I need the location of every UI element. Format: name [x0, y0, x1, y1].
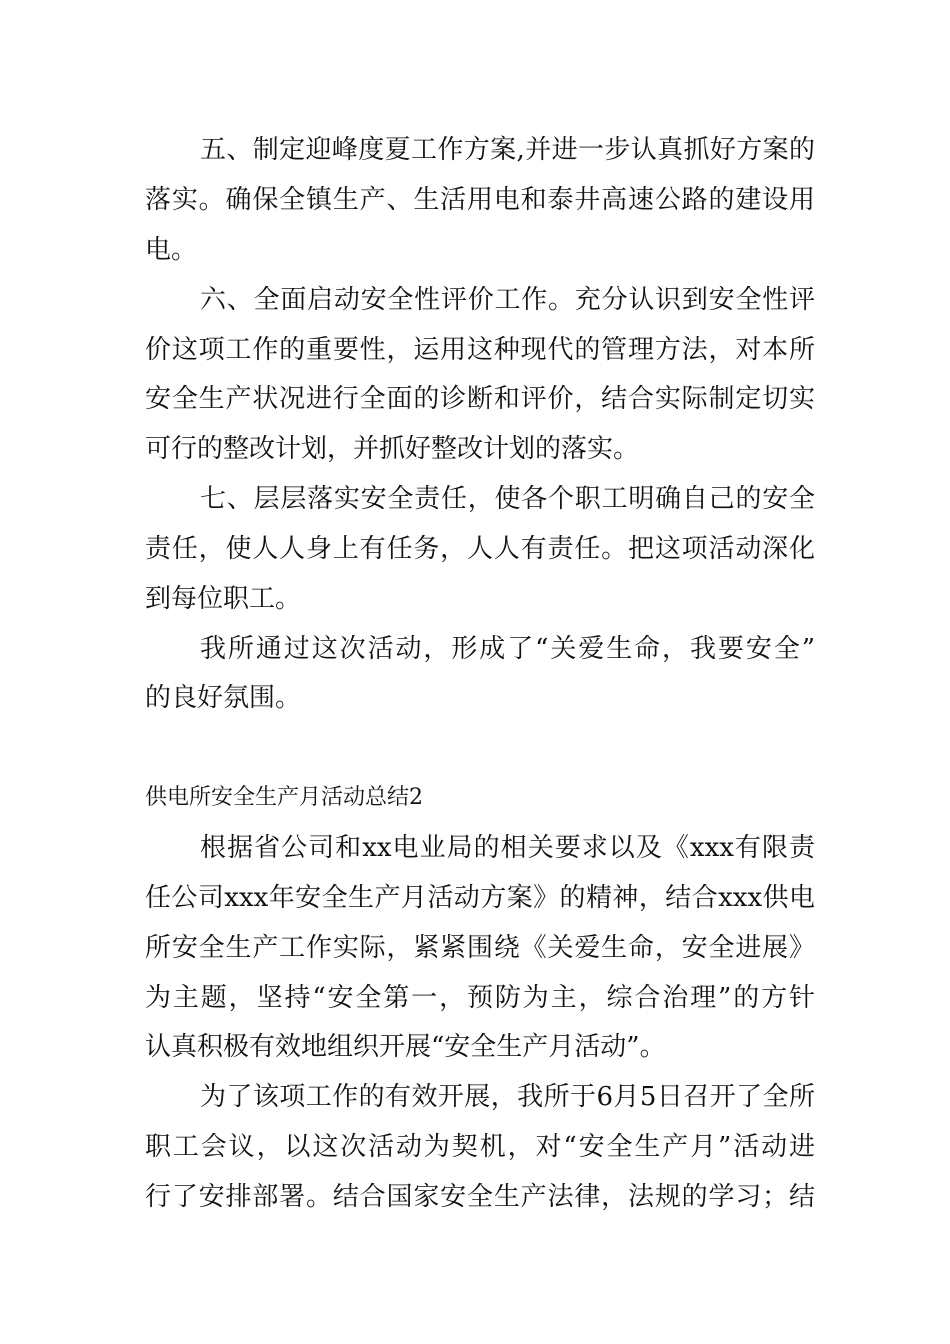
paragraph-line: 五、制定迎峰度夏工作方案,并进一步认真抓好方案的 [200, 135, 815, 165]
paragraph-line: 认真积极有效地组织开展“安全生产月活动”。 [145, 1032, 666, 1062]
paragraph-line: 任公司xxx年安全生产月活动方案》的精神，结合xxx供电 [145, 883, 815, 913]
paragraph-line: 责任，使人人身上有任务，人人有责任。把这项活动深化 [145, 534, 815, 564]
paragraph-line: 我所通过这次活动，形成了“关爱生命，我要安全” [200, 634, 815, 664]
paragraph-line: 安全生产状况进行全面的诊断和评价，结合实际制定切实 [145, 384, 815, 414]
paragraph-line: 六、全面启动安全性评价工作。充分认识到安全性评 [200, 285, 815, 315]
paragraph-line: 七、层层落实安全责任，使各个职工明确自己的安全 [200, 484, 815, 514]
paragraph-line: 根据省公司和xx电业局的相关要求以及《xxx有限责 [200, 833, 815, 863]
paragraph-line: 落实。确保全镇生产、生活用电和泰井高速公路的建设用 [145, 185, 815, 215]
paragraph-line: 电。 [145, 235, 198, 265]
paragraph-line: 到每位职工。 [145, 584, 302, 614]
paragraph-line: 职工会议，以这次活动为契机，对“安全生产月”活动进 [145, 1132, 815, 1162]
paragraph-line: 价这项工作的重要性，运用这种现代的管理方法，对本所 [145, 335, 815, 365]
paragraph-line: 的良好氛围。 [145, 683, 302, 713]
paragraph-line: 可行的整改计划，并抓好整改计划的落实。 [145, 434, 640, 464]
paragraph-line: 为主题，坚持“安全第一，预防为主，综合治理”的方针 [145, 983, 815, 1013]
paragraph-line: 为了该项工作的有效开展，我所于6月5日召开了全所 [200, 1082, 815, 1112]
section-title: 供电所安全生产月活动总结2 [145, 785, 423, 810]
paragraph-line: 所安全生产工作实际，紧紧围绕《关爱生命，安全进展》 [145, 933, 815, 963]
paragraph-line: 行了安排部署。结合国家安全生产法律，法规的学习；结 [145, 1182, 815, 1212]
